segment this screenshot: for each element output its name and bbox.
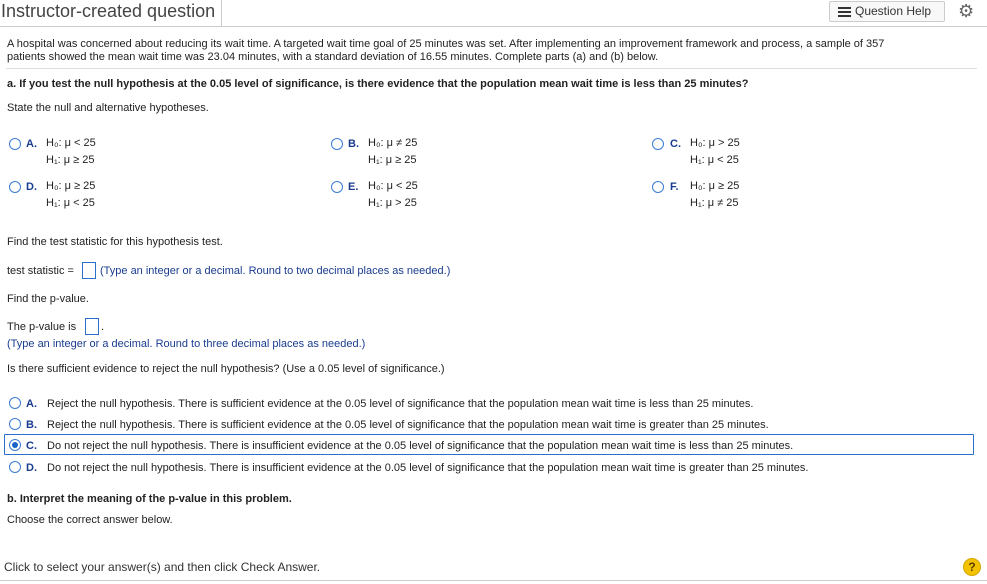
option-text: Do not reject the null hypothesis. There is insufficient evidence at the 0.05 level of significance that the population mean wait time is greater than 25 minutes. — [47, 462, 809, 474]
null-hypothesis: H₀: μ < 25 — [368, 180, 418, 192]
radio-button[interactable] — [652, 138, 664, 150]
question-help-label: Question Help — [855, 4, 932, 18]
radio-button[interactable] — [9, 418, 21, 430]
radio-button[interactable] — [331, 181, 343, 193]
radio-button[interactable] — [331, 138, 343, 150]
part-b-prompt: Choose the correct answer below. — [7, 514, 173, 526]
p-value-period: . — [101, 321, 105, 333]
test-statistic-label: test statistic = — [7, 265, 74, 277]
option-letter: E. — [348, 181, 359, 193]
radio-button[interactable] — [9, 397, 21, 409]
radio-button[interactable] — [9, 461, 21, 473]
radio-button-selected[interactable] — [9, 439, 21, 451]
evidence-prompt: Is there sufficient evidence to reject the null hypothesis? (Use a 0.05 level of significance.) — [7, 363, 445, 375]
header-bar — [0, 0, 987, 27]
alternative-hypothesis: H₁: μ > 25 — [368, 197, 417, 209]
test-statistic-input[interactable] — [82, 262, 96, 279]
null-hypothesis: H₀: μ ≠ 25 — [368, 137, 418, 149]
gear-icon[interactable]: ⚙ — [958, 1, 975, 21]
null-hypothesis: H₀: μ > 25 — [690, 137, 740, 149]
test-statistic-hint: (Type an integer or a decimal. Round to two decimal places as needed.) — [100, 265, 451, 277]
alternative-hypothesis: H₁: μ < 25 — [690, 154, 739, 166]
part-b-question: b. Interpret the meaning of the p-value in this problem. — [7, 493, 292, 505]
divider — [0, 580, 987, 581]
alternative-hypothesis: H₁: μ < 25 — [46, 197, 95, 209]
radio-button[interactable] — [9, 138, 21, 150]
null-hypothesis: H₀: μ ≥ 25 — [690, 180, 740, 192]
option-letter: D. — [26, 462, 37, 474]
option-text: Reject the null hypothesis. There is sufficient evidence at the 0.05 level of significance that the population mean wait time is less than 25 minutes. — [47, 398, 754, 410]
option-text: Reject the null hypothesis. There is sufficient evidence at the 0.05 level of significance that the population mean wait time is greater than 25 minutes. — [47, 419, 769, 431]
list-icon — [838, 7, 851, 17]
part-a-question: a. If you test the null hypothesis at the 0.05 level of significance, is there evidence that the population mean wait time is less than 25 minutes? — [7, 78, 749, 90]
alternative-hypothesis: H₁: μ ≥ 25 — [46, 154, 95, 166]
p-value-prompt: Find the p-value. — [7, 293, 89, 305]
option-letter: D. — [26, 181, 37, 193]
p-value-label: The p-value is — [7, 321, 77, 333]
option-text: Do not reject the null hypothesis. There is insufficient evidence at the 0.05 level of significance that the population mean wait time is less than 25 minutes. — [47, 440, 794, 452]
option-letter: B. — [348, 138, 359, 150]
p-value-input[interactable] — [85, 318, 99, 335]
page-title: Instructor-created question — [0, 0, 222, 26]
alternative-hypothesis: H₁: μ ≠ 25 — [690, 197, 739, 209]
option-letter: B. — [26, 419, 37, 431]
radio-button[interactable] — [9, 181, 21, 193]
help-icon[interactable]: ? — [963, 558, 981, 576]
hypotheses-prompt: State the null and alternative hypotheses. — [7, 102, 209, 114]
null-hypothesis: H₀: μ ≥ 25 — [46, 180, 96, 192]
question-help-button[interactable] — [829, 1, 945, 22]
option-letter: A. — [26, 138, 37, 150]
option-letter: A. — [26, 398, 37, 410]
test-statistic-prompt: Find the test statistic for this hypothesis test. — [7, 236, 223, 248]
option-letter: C. — [670, 138, 681, 150]
p-value-hint: (Type an integer or a decimal. Round to three decimal places as needed.) — [7, 338, 366, 350]
problem-text-line-1: A hospital was concerned about reducing its wait time. A targeted wait time goal of 25 minutes was set. After implementing an improvement framework and process, a sample of 357 — [7, 38, 885, 50]
divider — [6, 68, 977, 69]
option-letter: F. — [670, 181, 679, 193]
problem-text-line-2: patients showed the mean wait time was 23.04 minutes, with a standard deviation of 16.55 minutes. Complete parts (a) and (b) below. — [7, 51, 659, 63]
option-letter: C. — [26, 440, 37, 452]
radio-button[interactable] — [652, 181, 664, 193]
footer-instruction: Click to select your answer(s) and then click Check Answer. — [4, 560, 321, 574]
null-hypothesis: H₀: μ < 25 — [46, 137, 96, 149]
alternative-hypothesis: H₁: μ ≥ 25 — [368, 154, 417, 166]
